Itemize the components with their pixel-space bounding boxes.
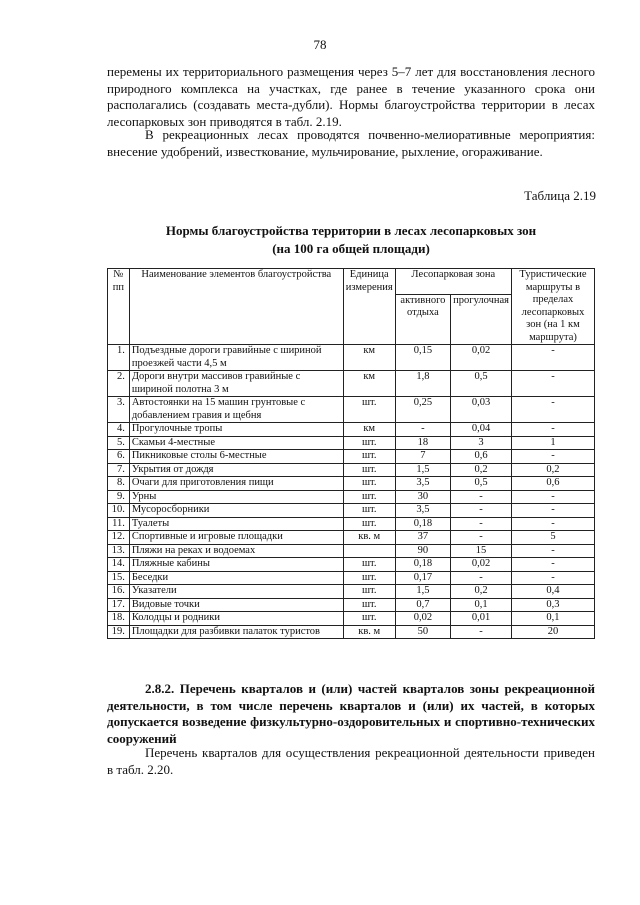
table-row: [108, 450, 595, 464]
cell-num: 8.: [108, 477, 130, 491]
table-row: [108, 345, 595, 371]
cell-name: Мусоросборники: [129, 504, 343, 518]
table-row: [108, 612, 595, 626]
header-active: активного отдыха: [395, 294, 450, 344]
cell-tourist: 0,3: [511, 598, 594, 612]
header-num: № пп: [108, 269, 130, 345]
cell-active: 3,5: [395, 477, 450, 491]
cell-num: 18.: [108, 612, 130, 626]
norms-table: [107, 268, 595, 639]
cell-name: Очаги для приготовления пищи: [129, 477, 343, 491]
paragraph-2: В рекреационных лесах проводятся почвенно-мелиоративные мероприятия: внесение удобрений, известкование, мульчирование, рыхление, огораживание.: [107, 127, 595, 159]
cell-unit: шт.: [343, 463, 395, 477]
cell-walking: 0,2: [451, 463, 512, 477]
cell-num: 6.: [108, 450, 130, 464]
cell-name: Указатели: [129, 585, 343, 599]
cell-num: 17.: [108, 598, 130, 612]
cell-unit: км: [343, 423, 395, 437]
cell-active: 1,8: [395, 371, 450, 397]
cell-num: 9.: [108, 490, 130, 504]
cell-tourist: -: [511, 504, 594, 518]
table-row: [108, 598, 595, 612]
table-row: [108, 463, 595, 477]
header-unit: Единица измерения: [343, 269, 395, 345]
cell-walking: -: [451, 504, 512, 518]
cell-active: 1,5: [395, 585, 450, 599]
table-row: [108, 477, 595, 491]
header-name: Наименование элементов благоустройства: [129, 269, 343, 345]
cell-walking: 0,6: [451, 450, 512, 464]
cell-active: 7: [395, 450, 450, 464]
cell-tourist: -: [511, 397, 594, 423]
cell-num: 15.: [108, 571, 130, 585]
cell-unit: шт.: [343, 397, 395, 423]
cell-num: 2.: [108, 371, 130, 397]
cell-walking: -: [451, 490, 512, 504]
header-tourist: Туристические маршруты в пределах лесопарковых зон (на 1 км маршрута): [511, 269, 594, 345]
header-walking: прогулочная: [451, 294, 512, 344]
cell-tourist: 0,2: [511, 463, 594, 477]
cell-active: 0,17: [395, 571, 450, 585]
cell-active: 0,7: [395, 598, 450, 612]
table-title: [107, 222, 595, 258]
table-row: [108, 371, 595, 397]
table-row: [108, 571, 595, 585]
cell-tourist: 5: [511, 531, 594, 545]
table-row: [108, 490, 595, 504]
cell-name: Колодцы и родники: [129, 612, 343, 626]
table-row: [108, 558, 595, 572]
cell-name: Беседки: [129, 571, 343, 585]
cell-walking: 0,01: [451, 612, 512, 626]
cell-name: Пляжные кабины: [129, 558, 343, 572]
cell-num: 10.: [108, 504, 130, 518]
cell-tourist: -: [511, 423, 594, 437]
cell-tourist: 20: [511, 625, 594, 639]
table-row: [108, 625, 595, 639]
cell-name: Прогулочные тропы: [129, 423, 343, 437]
cell-unit: шт.: [343, 477, 395, 491]
cell-unit: шт.: [343, 585, 395, 599]
cell-active: 0,18: [395, 558, 450, 572]
cell-num: 12.: [108, 531, 130, 545]
table-row: [108, 544, 595, 558]
cell-active: 3,5: [395, 504, 450, 518]
cell-active: 90: [395, 544, 450, 558]
cell-unit: шт.: [343, 504, 395, 518]
cell-name: Скамьи 4-местные: [129, 436, 343, 450]
cell-active: 0,25: [395, 397, 450, 423]
cell-walking: -: [451, 571, 512, 585]
cell-num: 16.: [108, 585, 130, 599]
cell-num: 13.: [108, 544, 130, 558]
cell-name: Урны: [129, 490, 343, 504]
cell-tourist: -: [511, 558, 594, 572]
cell-name: Дороги внутри массивов гравийные с шириной полотна 3 м: [129, 371, 343, 397]
cell-unit: кв. м: [343, 625, 395, 639]
cell-active: 18: [395, 436, 450, 450]
cell-unit: км: [343, 371, 395, 397]
cell-unit: шт.: [343, 450, 395, 464]
cell-name: Пикниковые столы 6-местные: [129, 450, 343, 464]
cell-walking: 0,03: [451, 397, 512, 423]
cell-walking: 0,02: [451, 345, 512, 371]
cell-name: Площадки для разбивки палаток туристов: [129, 625, 343, 639]
cell-tourist: 1: [511, 436, 594, 450]
cell-name: Пляжи на реках и водоемах: [129, 544, 343, 558]
cell-walking: -: [451, 517, 512, 531]
section-heading: 2.8.2. Перечень кварталов и (или) частей кварталов зоны рекреационной деятельности, в том числе перечень кварталов и (или) их частей, в которых допускается возведение физкультурно-оздоровительных и спортивно-технических сооружений: [107, 681, 595, 746]
table-row: [108, 517, 595, 531]
cell-tourist: -: [511, 490, 594, 504]
table-row: [108, 423, 595, 437]
table-title-line1: Нормы благоустройства территории в лесах лесопарковых зон: [165, 223, 537, 238]
cell-walking: 0,1: [451, 598, 512, 612]
cell-tourist: 0,6: [511, 477, 594, 491]
cell-walking: -: [451, 625, 512, 639]
cell-unit: шт.: [343, 490, 395, 504]
cell-num: 1.: [108, 345, 130, 371]
cell-unit: км: [343, 345, 395, 371]
paragraph-1: перемены их территориального размещения через 5–7 лет для восстановления лесного природного комплекса на участках, где ранее в течение указанного срока они располагались (создавать места-дубли). Нормы благоустройства территории в лесах лесопарковых зон приводятся в табл. 2.19.: [107, 64, 595, 129]
cell-tourist: -: [511, 544, 594, 558]
cell-num: 3.: [108, 397, 130, 423]
cell-active: 50: [395, 625, 450, 639]
cell-num: 19.: [108, 625, 130, 639]
cell-walking: 0,02: [451, 558, 512, 572]
paragraph-3: Перечень кварталов для осуществления рекреационной деятельности приведен в табл. 2.20.: [107, 745, 595, 777]
cell-active: 30: [395, 490, 450, 504]
cell-active: -: [395, 423, 450, 437]
cell-active: 37: [395, 531, 450, 545]
cell-walking: 15: [451, 544, 512, 558]
cell-unit: шт.: [343, 598, 395, 612]
cell-walking: 0,5: [451, 477, 512, 491]
cell-num: 4.: [108, 423, 130, 437]
cell-walking: -: [451, 531, 512, 545]
cell-tourist: -: [511, 450, 594, 464]
table-row: [108, 531, 595, 545]
cell-tourist: 0,1: [511, 612, 594, 626]
cell-name: Автостоянки на 15 машин грунтовые с добавлением гравия и щебня: [129, 397, 343, 423]
table-row: [108, 585, 595, 599]
header-forest-zone: Лесопарковая зона: [395, 269, 511, 295]
cell-walking: 3: [451, 436, 512, 450]
cell-num: 7.: [108, 463, 130, 477]
cell-active: 0,15: [395, 345, 450, 371]
cell-unit: шт.: [343, 517, 395, 531]
cell-unit: шт.: [343, 558, 395, 572]
cell-tourist: -: [511, 517, 594, 531]
cell-unit: [343, 544, 395, 558]
cell-walking: 0,2: [451, 585, 512, 599]
cell-tourist: 0,4: [511, 585, 594, 599]
cell-name: Спортивные и игровые площадки: [129, 531, 343, 545]
cell-active: 1,5: [395, 463, 450, 477]
cell-num: 11.: [108, 517, 130, 531]
table-label: Таблица 2.19: [524, 188, 596, 203]
cell-tourist: -: [511, 571, 594, 585]
cell-num: 14.: [108, 558, 130, 572]
cell-active: 0,18: [395, 517, 450, 531]
cell-num: 5.: [108, 436, 130, 450]
cell-walking: 0,5: [451, 371, 512, 397]
cell-name: Укрытия от дождя: [129, 463, 343, 477]
cell-tourist: -: [511, 371, 594, 397]
cell-active: 0,02: [395, 612, 450, 626]
cell-name: Подъездные дороги гравийные с шириной проезжей части 4,5 м: [129, 345, 343, 371]
table-row: [108, 436, 595, 450]
cell-tourist: -: [511, 345, 594, 371]
cell-unit: кв. м: [343, 531, 395, 545]
table-row: [108, 504, 595, 518]
cell-unit: шт.: [343, 612, 395, 626]
cell-unit: шт.: [343, 571, 395, 585]
table-row: [108, 397, 595, 423]
table-title-line2: (на 100 га общей площади): [272, 241, 430, 256]
cell-walking: 0,04: [451, 423, 512, 437]
cell-name: Туалеты: [129, 517, 343, 531]
cell-unit: шт.: [343, 436, 395, 450]
page-number: 78: [313, 37, 327, 52]
cell-name: Видовые точки: [129, 598, 343, 612]
